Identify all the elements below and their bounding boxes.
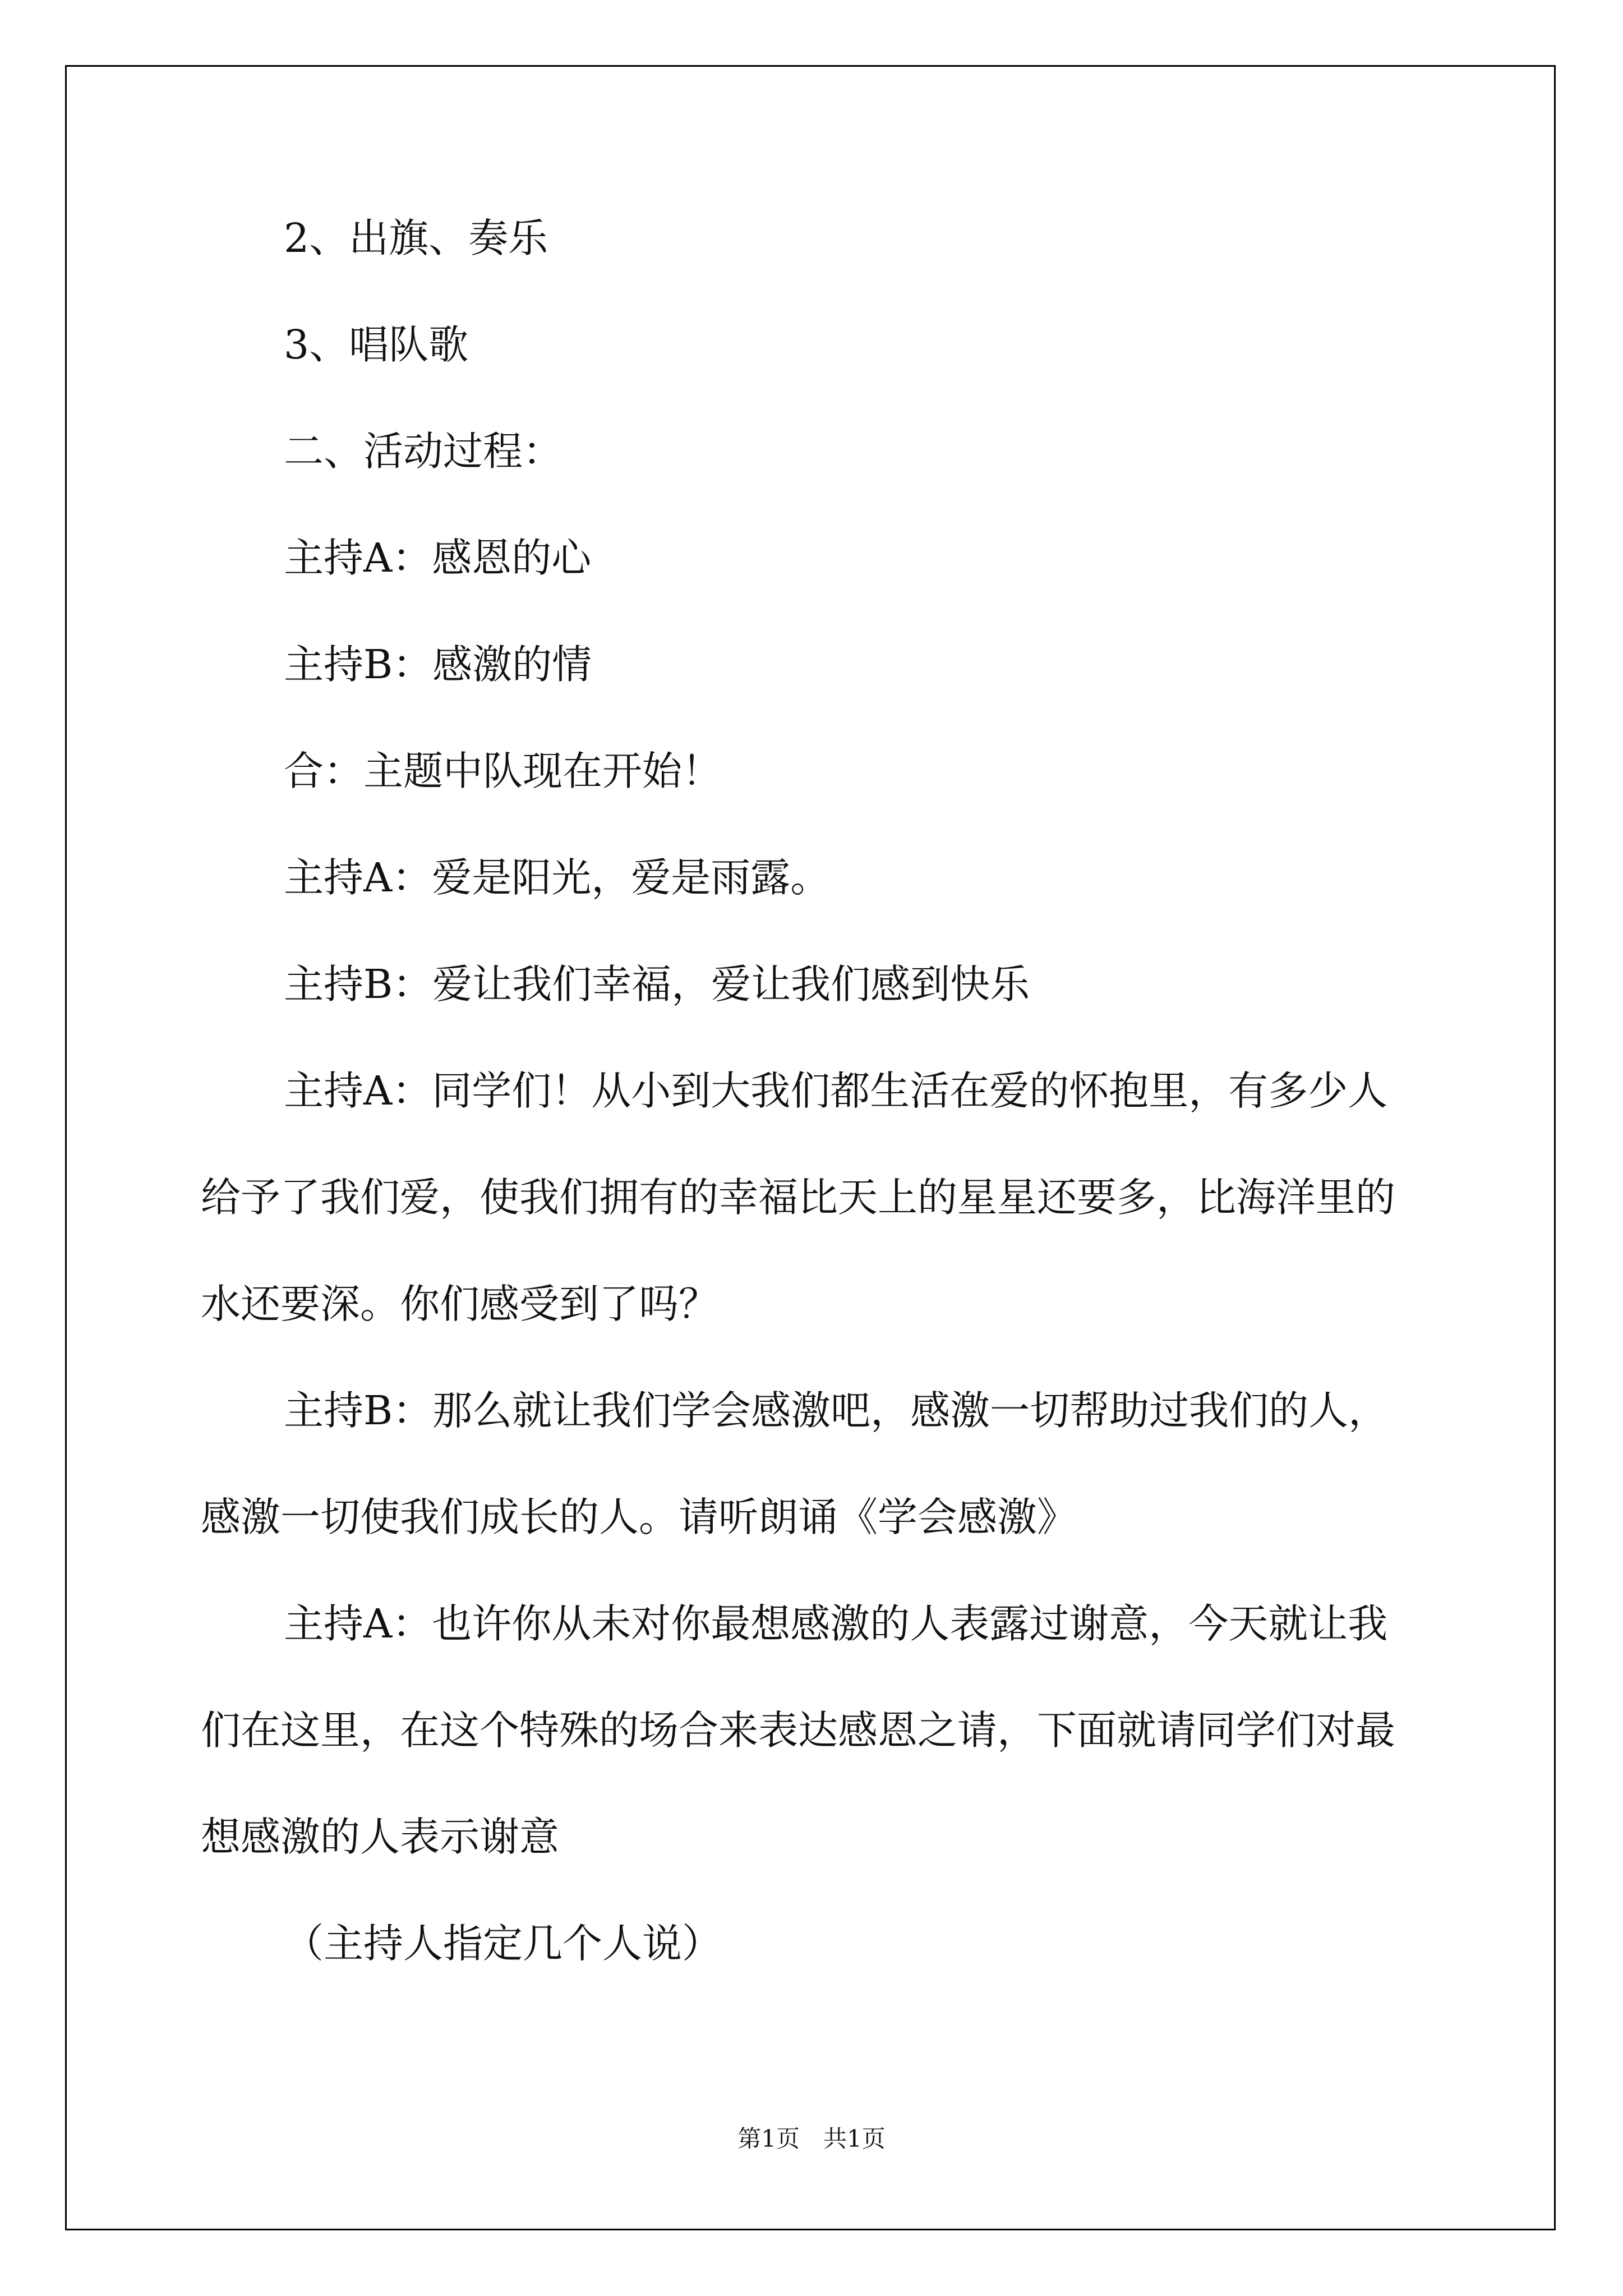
text-line: 二、活动过程： [284,428,563,475]
page-border [65,65,1556,2230]
text-line: 给予了我们爱，使我们拥有的幸福比天上的星星还要多，比海洋里的 [201,1174,1396,1221]
text-line: 主持A：感恩的心 [284,535,592,581]
text-line: 2、出旗、奏乐 [284,215,548,261]
text-line: 想感激的人表示谢意 [201,1814,560,1860]
text-line: 合：主题中队现在开始！ [284,748,722,794]
text-line: 感激一切使我们成长的人。请听朗诵《学会感激》 [201,1494,1077,1540]
text-line: 水还要深。你们感受到了吗？ [201,1281,719,1327]
text-line: （主持人指定几个人说） [284,1920,722,1967]
page-footer: 第1页 共1页 [737,2125,886,2152]
text-line: 主持B：爱让我们幸福，爱让我们感到快乐 [284,961,1030,1007]
text-line: 主持B：那么就让我们学会感激吧，感激一切帮助过我们的人， [284,1387,1389,1434]
text-line: 们在这里，在这个特殊的场合来表达感恩之请，下面就请同学们对最 [201,1707,1396,1754]
text-line: 主持A：爱是阳光，爱是雨露。 [284,854,831,901]
text-line: 主持A：也许你从未对你最想感激的人表露过谢意，今天就让我 [284,1600,1388,1647]
text-line: 主持B：感激的情 [284,641,592,688]
text-line: 主持A：同学们！从小到大我们都生活在爱的怀抱里，有多少人 [284,1068,1388,1114]
text-line: 3、唱队歌 [284,321,469,368]
